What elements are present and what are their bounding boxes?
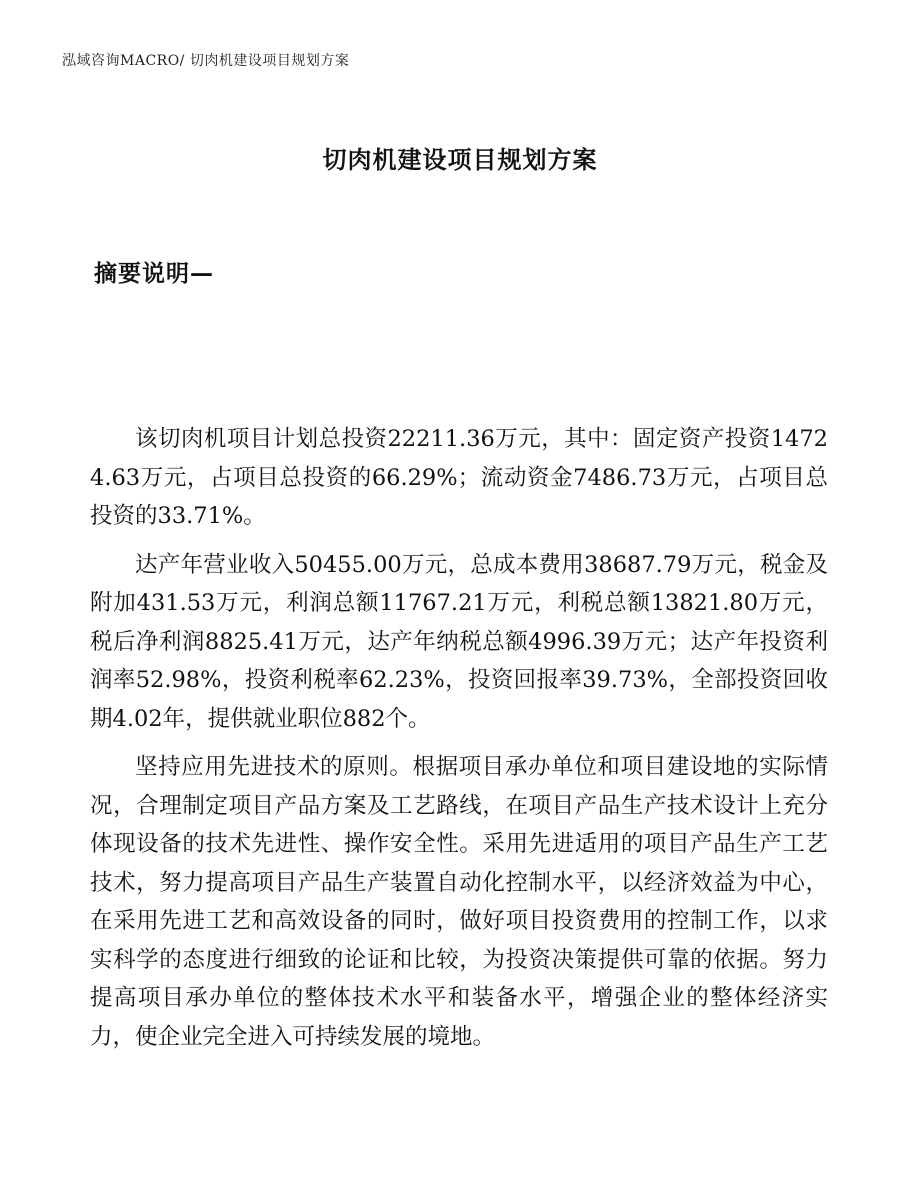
page-title: 切肉机建设项目规划方案: [322, 146, 598, 174]
paragraph-financials: 达产年营业收入50455.00万元，总成本费用38687.79万元，税金及附加431.53万元，利润总额11767.21万元，利税总额13821.80万元，税后净利润8825.41万元，达产年纳税总额4996.39万元；达产年投资利润率52.98%，投资利税率62.23%，投资回报率39.73%，全部投资回收期4.02年，提供就业职位882个。: [90, 551, 828, 732]
section-heading: 摘要说明—: [94, 261, 214, 287]
running-header: 泓域咨询MACRO/ 切肉机建设项目规划方案: [62, 53, 350, 69]
body-text: [90, 420, 828, 1056]
paragraph-principles: 坚持应用先进技术的原则。根据项目承办单位和项目建设地的实际情况，合理制定项目产品方案及工艺路线，在项目产品生产技术设计上充分体现设备的技术先进性、操作安全性。采用先进适用的项目产品生产工艺技术，努力提高项目产品生产装置自动化控制水平，以经济效益为中心，在采用先进工艺和高效设备的同时，做好项目投资费用的控制工作，以求实科学的态度进行细致的论证和比较，为投资决策提供可靠的依据。努力提高项目承办单位的整体技术水平和装备水平，增强企业的整体经济实力，使企业完全进入可持续发展的境地。: [90, 754, 828, 1050]
paragraph-investment: 该切肉机项目计划总投资22211.36万元，其中：固定资产投资14724.63万元，占项目总投资的66.29%；流动资金7486.73万元，占项目总投资的33.71%。: [90, 426, 828, 529]
